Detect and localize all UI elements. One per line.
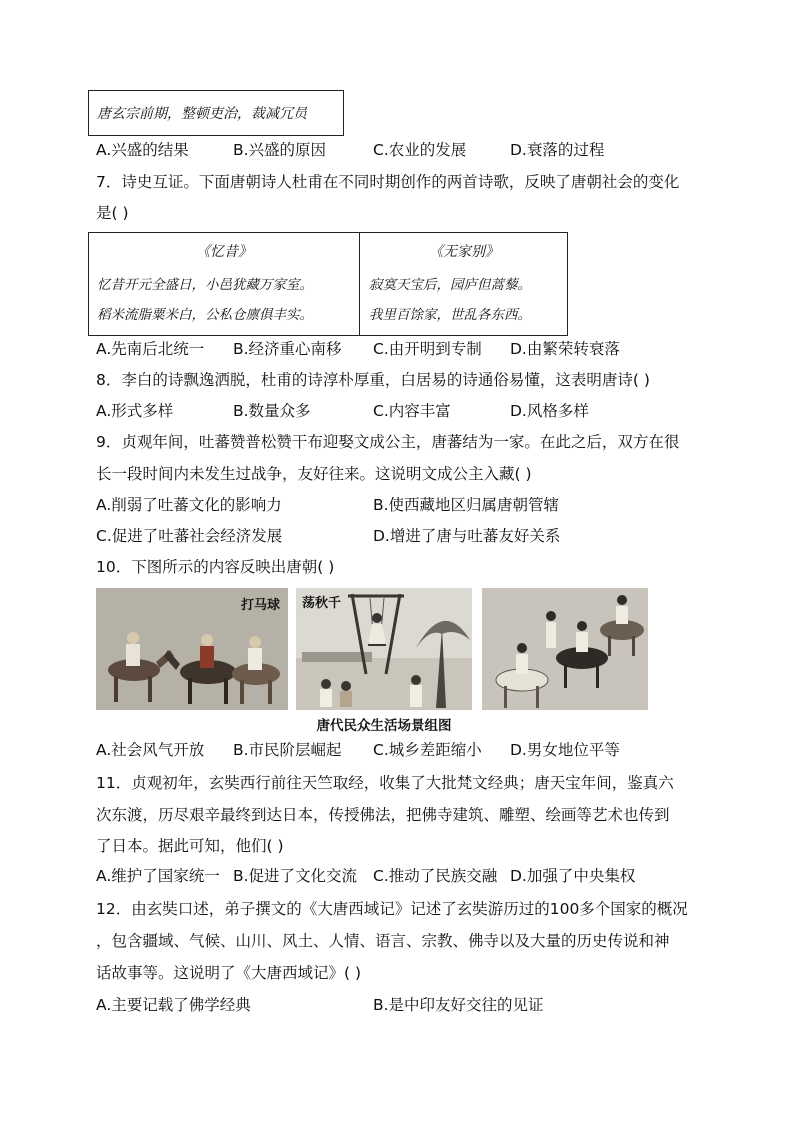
q8-option-a: A.形式多样 <box>96 402 174 420</box>
ladies-riding-painting-image <box>482 588 648 710</box>
q10-option-a: A.社会风气开放 <box>96 741 205 759</box>
q12-stem-line2: ，包含疆域、气候、山川、风土、人情、语言、宗教、佛寺以及大量的历史传说和神 <box>96 932 670 950</box>
q11-option-c: C.推动了民族交融 <box>373 867 498 885</box>
q9-stem-line1: 9．贞观年间，吐蕃赞普松赞干布迎娶文成公主，唐蕃结为一家。在此之后，双方在很 <box>96 433 680 451</box>
q8-stem: 8．李白的诗飘逸洒脱，杜甫的诗淳朴厚重，白居易的诗通俗易懂，这表明唐诗( ) <box>96 371 650 389</box>
q7-option-c: C.由开明到专制 <box>373 340 482 358</box>
q7-poem-right-line1: 寂寞天宝后，园庐但蒿藜。 <box>369 277 531 293</box>
q8-option-d: D.风格多样 <box>510 402 589 420</box>
q9-option-d: D.增进了唐与吐蕃友好关系 <box>373 527 561 545</box>
q7-stem-line2: 是( ) <box>96 204 129 222</box>
q8-option-b: B.数量众多 <box>233 402 311 420</box>
q6-option-b: B.兴盛的原因 <box>233 141 327 159</box>
q12-option-a: A.主要记载了佛学经典 <box>96 996 251 1014</box>
q7-poem-left-line2: 稻米流脂粟米白，公私仓廪俱丰实。 <box>97 307 313 323</box>
swing-painting-image <box>296 588 472 710</box>
q7-poem-left-line1: 忆昔开元全盛日，小邑犹藏万家室。 <box>97 277 313 293</box>
q12-option-b: B.是中印友好交往的见证 <box>373 996 544 1014</box>
q10-option-d: D.男女地位平等 <box>510 741 620 759</box>
swing-image-label: 荡秋千 <box>302 596 342 611</box>
q6-option-d: D.衰落的过程 <box>510 141 605 159</box>
q7-stem-line1: 7．诗史互证。下面唐朝诗人杜甫在不同时期创作的两首诗歌，反映了唐朝社会的变化 <box>96 173 680 191</box>
polo-image-label: 打马球 <box>240 598 280 613</box>
q7-poem-table <box>88 232 568 336</box>
q6-option-c: C.农业的发展 <box>373 141 467 159</box>
polo-painting-image <box>96 588 288 710</box>
q11-stem-line1: 11．贞观初年，玄奘西行前往天竺取经，收集了大批梵文经典；唐天宝年间，鉴真六 <box>96 774 674 792</box>
q9-stem-line2: 长一段时间内未发生过战争，友好往来。这说明文成公主入藏( ) <box>96 465 532 483</box>
q10-image-caption: 唐代民众生活场景组图 <box>316 718 452 734</box>
q10-option-c: C.城乡差距缩小 <box>373 741 482 759</box>
q7-option-d: D.由繁荣转衰落 <box>510 340 620 358</box>
q9-option-b: B.使西藏地区归属唐朝管辖 <box>373 496 560 514</box>
q6-quote-text: 唐玄宗前期，整顿吏治，裁减冗员 <box>97 106 307 122</box>
q11-stem-line2: 次东渡，历尽艰辛最终到达日本，传授佛法，把佛寺建筑、雕塑、绘画等艺术也传到 <box>96 806 670 824</box>
q6-quote-box <box>88 90 344 136</box>
q11-stem-line3: 了日本。据此可知，他们( ) <box>96 837 284 855</box>
q7-option-a: A.先南后北统一 <box>96 340 205 358</box>
q11-option-b: B.促进了文化交流 <box>233 867 358 885</box>
q10-option-b: B.市民阶层崛起 <box>233 741 342 759</box>
q11-option-d: D.加强了中央集权 <box>510 867 636 885</box>
q7-option-b: B.经济重心南移 <box>233 340 342 358</box>
q8-option-c: C.内容丰富 <box>373 402 451 420</box>
q12-stem-line1: 12．由玄奘口述，弟子撰文的《大唐西域记》记述了玄奘游历过的100多个国家的概况 <box>96 900 688 918</box>
q7-poem-right-line2: 我里百馀家，世乱各东西。 <box>369 307 531 323</box>
q7-poem-right-title: 《无家别》 <box>429 244 499 260</box>
q9-option-a: A.削弱了吐蕃文化的影响力 <box>96 496 282 514</box>
q11-option-a: A.维护了国家统一 <box>96 867 220 885</box>
q10-stem: 10．下图所示的内容反映出唐朝( ) <box>96 558 335 576</box>
q6-option-a: A.兴盛的结果 <box>96 141 189 159</box>
q7-poem-left-title: 《忆昔》 <box>196 244 252 260</box>
q9-option-c: C.促进了吐蕃社会经济发展 <box>96 527 283 545</box>
q12-stem-line3: 话故事等。这说明了《大唐西域记》( ) <box>96 964 362 982</box>
ladies-on-horseback-illustration <box>482 588 648 710</box>
